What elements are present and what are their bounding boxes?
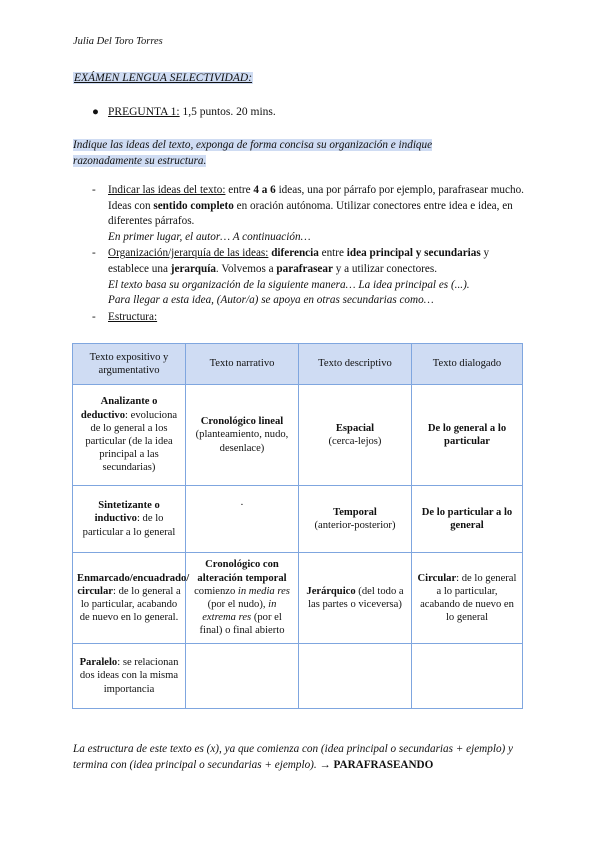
cell-italic: in extrema res <box>202 599 277 624</box>
closing-paragraph <box>73 741 533 773</box>
cell-text: (anterior-posterior) <box>314 520 396 531</box>
header-narrativo: Texto narrativo <box>186 344 299 385</box>
cell-text: comienzo <box>194 585 238 597</box>
cell-jerarquico <box>299 553 412 644</box>
cell-text: (planteamiento, nudo, desenlace) <box>195 429 289 454</box>
cell-sintetizante <box>73 486 186 553</box>
cell-text: (cerca-lejos) <box>328 436 382 447</box>
cell-particular-general: De lo particular a lo general <box>412 486 523 553</box>
org-emphasis: parafrasear <box>276 262 333 275</box>
question-detail: 1,5 puntos. 20 mins. <box>179 106 276 118</box>
instructions-list <box>92 183 532 326</box>
cell-bold: Jerárquico <box>306 585 356 597</box>
table-header-row <box>73 344 523 385</box>
cell-paralelo <box>73 644 186 709</box>
cell-alterado <box>186 553 299 644</box>
cell-text: : de lo particular a lo general <box>82 513 176 538</box>
ideas-example: En primer lugar, el autor… A continuación… <box>108 230 311 243</box>
cell-text: (por el final) o final abierto <box>199 612 285 637</box>
cell-cronologico <box>186 385 299 486</box>
cell-enmarcado <box>73 553 190 644</box>
org-emphasis: idea principal y secundarias <box>346 247 481 260</box>
cell-text: : de lo general a lo particular, acabando de nuevo en lo general. <box>79 585 181 624</box>
header-dialogado: Texto dialogado <box>412 344 523 385</box>
list-item-ideas: - Indicar las ideas del texto: entre 4 a 6 ideas, una por párrafo por ejemplo, parafrasear mucho. Ideas con sentido completo en oración autónoma. Utilizar conectores entre idea e idea, en diferentes párrafos. En primer lugar, el autor… A continuación… <box>92 184 524 243</box>
question-1 <box>92 106 276 118</box>
cell-bold: Espacial <box>335 422 375 434</box>
cell-italic: in media res <box>237 585 290 597</box>
cell-text: . <box>240 497 244 509</box>
structure-table <box>72 343 523 709</box>
org-text: entre <box>318 247 347 260</box>
org-text: y establece una <box>108 247 490 275</box>
cell-bold: Cronológico lineal <box>200 416 284 428</box>
ideas-count: 4 a 6 <box>253 184 276 196</box>
organization-example-1: El texto basa su organización de la siguiente manera… La idea principal es (...). <box>108 278 470 291</box>
cell-text: : se relacionan dos ideas con la misma importancia <box>79 657 179 695</box>
table-row <box>73 644 523 709</box>
prompt-text: Indique las ideas del texto, exponga de forma concisa su organización e indique razonadamente su estructura. <box>73 139 433 167</box>
cell-bold: Paralelo <box>79 657 118 669</box>
cell-bold: Cronológico con alteración temporal <box>197 559 287 584</box>
org-text: y a utilizar conectores. <box>332 262 438 275</box>
table-row <box>73 385 523 486</box>
closing-emphasis: → PARAFRASEANDO <box>319 759 434 771</box>
organization-heading: Organización/jerarquía de las ideas: <box>108 247 269 260</box>
document-title: EXÁMEN LENGUA SELECTIVIDAD: <box>74 72 253 84</box>
ideas-text: ideas, una por párrafo por ejemplo, parafrasear mucho. Ideas con <box>108 184 524 212</box>
cell-bold: Temporal <box>333 506 377 518</box>
bullet-icon: ● <box>92 106 99 118</box>
ideas-emphasis: sentido completo <box>153 199 234 212</box>
cell-temporal <box>299 486 412 553</box>
cell-empty <box>412 644 523 709</box>
question-prompt <box>73 137 473 169</box>
cell-general-particular: De lo general a lo particular <box>412 385 523 486</box>
org-emphasis: diferencia <box>271 247 319 260</box>
cell-text: (por el nudo), <box>207 599 269 610</box>
list-item-structure: - Estructura: <box>92 310 158 323</box>
cell-bold: Sintetizante o inductivo <box>94 500 160 525</box>
cell-circular <box>412 553 523 644</box>
cell-text: : de lo general a lo particular, acabando de nuevo en lo general <box>420 572 517 624</box>
cell-text: (del todo a las partes o viceversa) <box>308 585 404 610</box>
cell-text: : evolucionа de lo general a los particular (de la idea principal a las secundarias) <box>85 409 178 474</box>
author-name: Julia Del Toro Torres <box>73 36 163 47</box>
list-item-organization: - Organización/jerarquía de las ideas: diferencia entre idea principal y secundarias y establece una jerarquía. Volvemos a parafrasear y a utilizar conectores. El texto basa su organización de la siguiente manera… La idea principal es (...). Para llegar a esta idea, (Autor/a) se apoya en otras secundarias como… <box>92 247 490 307</box>
ideas-text: en oración autónoma. Utilizar conectores entre idea e idea, en diferentes párrafos. <box>108 199 513 228</box>
header-descriptivo: Texto descriptivo <box>299 344 412 385</box>
cell-analizante <box>73 385 186 486</box>
cell-empty <box>186 644 299 709</box>
structure-heading: Estructura: <box>108 310 158 323</box>
cell-bold: Analizante o deductivo <box>80 396 158 421</box>
table-row <box>73 553 523 644</box>
ideas-text: entre <box>225 184 254 196</box>
org-emphasis: jerarquía <box>170 262 216 275</box>
org-text: . Volvemos a <box>215 262 277 275</box>
question-label: PREGUNTA 1: <box>108 106 180 118</box>
cell-bold: Enmarcado/encuadrado/ circular <box>77 572 190 597</box>
cell-dot <box>186 486 299 553</box>
header-expositivo: Texto expositivo y argumentativo <box>73 344 186 385</box>
closing-text: La estructura de este texto es (x), ya que comienza con (idea principal o secundarias + ejemplo) y termina con (idea principal o secundarias + ejemplo). <box>73 743 514 771</box>
organization-example-2: Para llegar a esta idea, (Autor/a) se apoya en otras secundarias como… <box>108 294 434 307</box>
cell-empty <box>299 644 412 709</box>
table-row <box>73 486 523 553</box>
cell-bold: Circular <box>417 572 457 584</box>
ideas-heading: Indicar las ideas del texto: <box>108 184 226 196</box>
cell-espacial <box>299 385 412 486</box>
